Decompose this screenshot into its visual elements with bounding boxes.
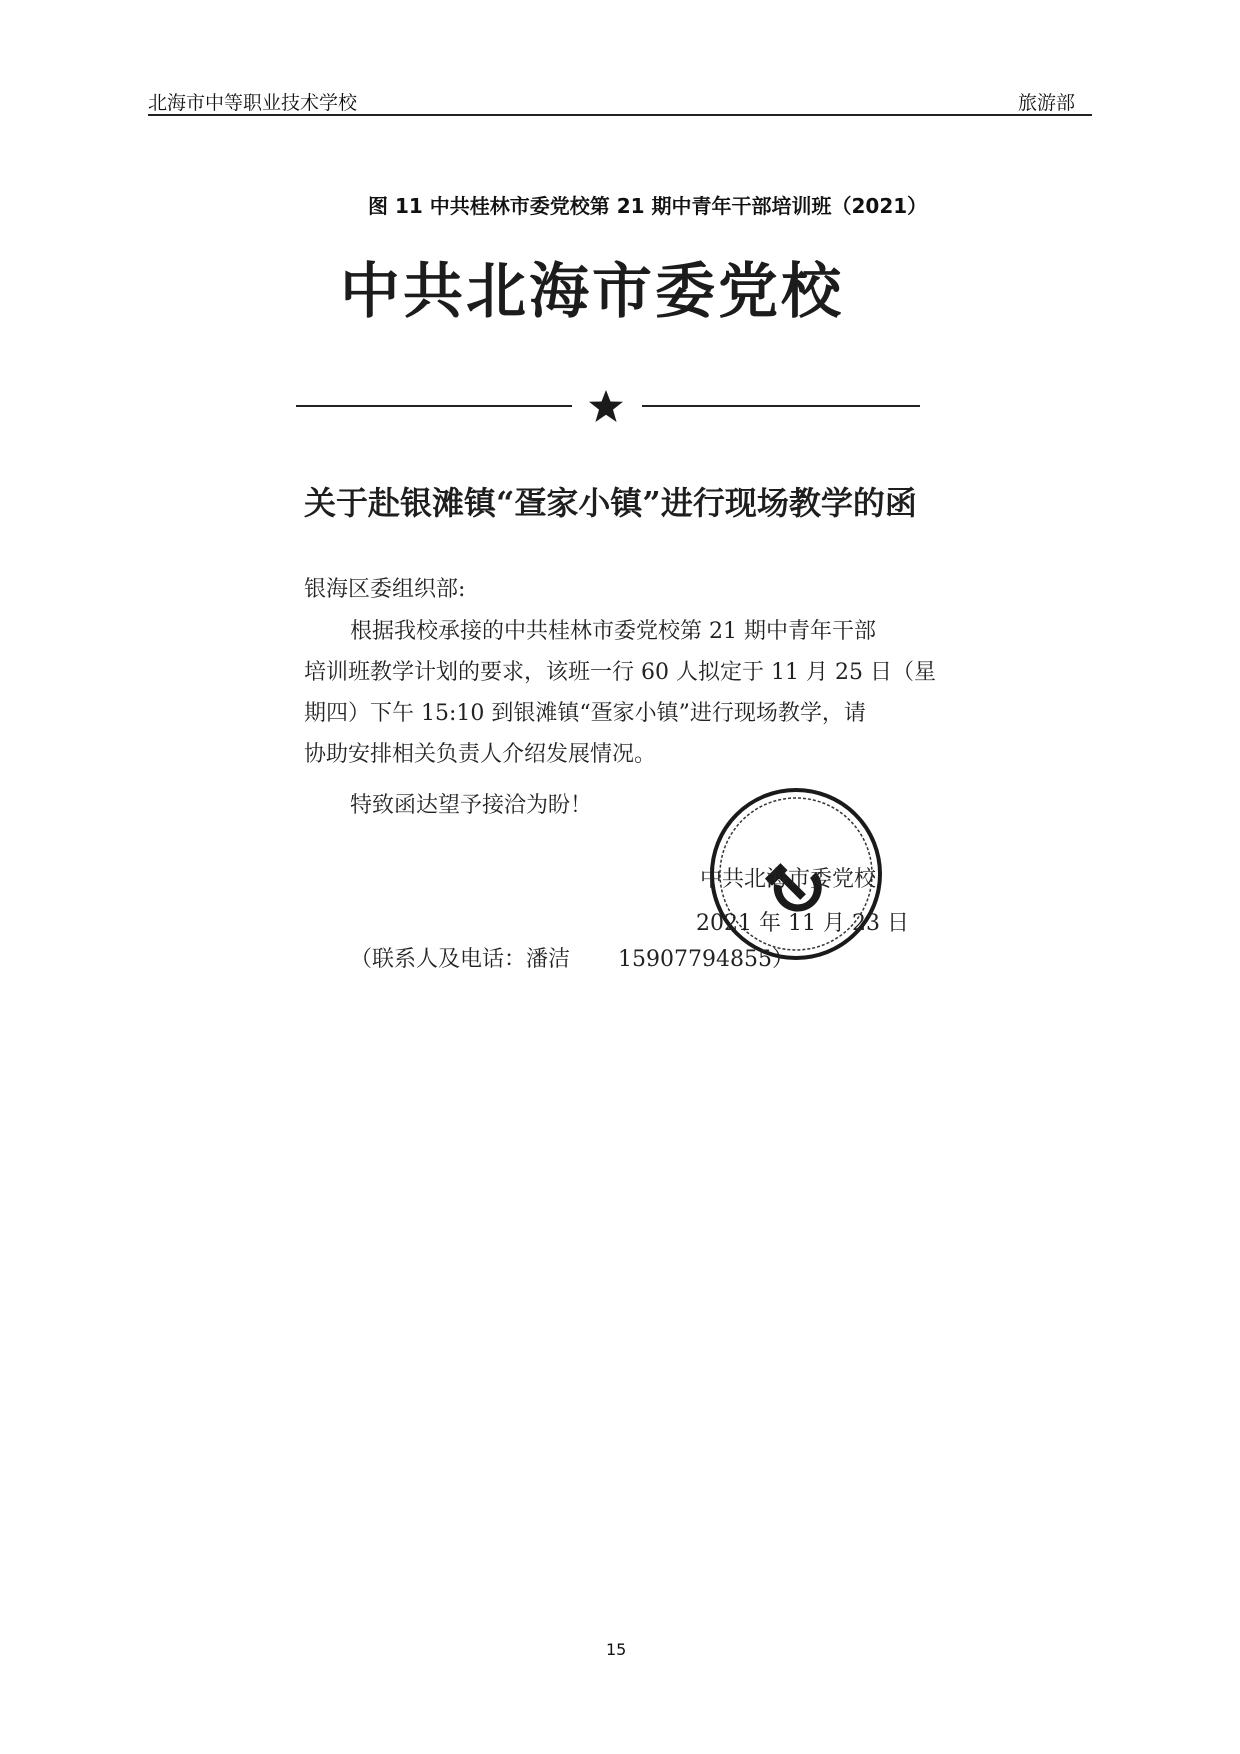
page-header-right: 旅游部 <box>1018 92 1076 114</box>
page-header-left: 北海市中等职业技术学校 <box>148 92 358 114</box>
signature-organization: 中共北海市委党校 <box>700 867 877 892</box>
paragraph-line-1: 根据我校承接的中共桂林市委党校第 21 期中青年干部 <box>350 619 876 644</box>
scanned-letter <box>290 226 950 986</box>
figure-caption: 图 11 中共桂林市委党校第 21 期中青年干部培训班（2021） <box>368 194 928 218</box>
letter-title: 关于赴银滩镇“疍家小镇”进行现场教学的函 <box>304 484 917 522</box>
divider-line-right <box>642 405 920 407</box>
page-number: 15 <box>606 1640 627 1659</box>
star-icon <box>588 389 624 423</box>
letter-date: 2021 年 11 月 23 日 <box>696 911 909 936</box>
divider-line-left <box>296 405 572 407</box>
paragraph-line-3: 期四）下午 15:10 到银滩镇“疍家小镇”进行现场教学，请 <box>304 701 866 726</box>
salutation: 银海区委组织部: <box>304 577 466 602</box>
closing-line: 特致函达望予接洽为盼！ <box>350 793 593 818</box>
contact-label: （联系人及电话：潘洁 <box>350 947 571 972</box>
masthead-divider <box>296 389 920 419</box>
paragraph-line-4: 协助安排相关负责人介绍发展情况。 <box>304 742 657 767</box>
letter-masthead: 中共北海市委党校 <box>340 257 844 327</box>
contact-phone: 15907794855） <box>618 947 794 972</box>
header-rule <box>148 114 1092 116</box>
contact-info <box>350 942 794 973</box>
paragraph-line-2: 培训班教学计划的要求，该班一行 60 人拟定于 11 月 25 日（星 <box>304 660 936 685</box>
